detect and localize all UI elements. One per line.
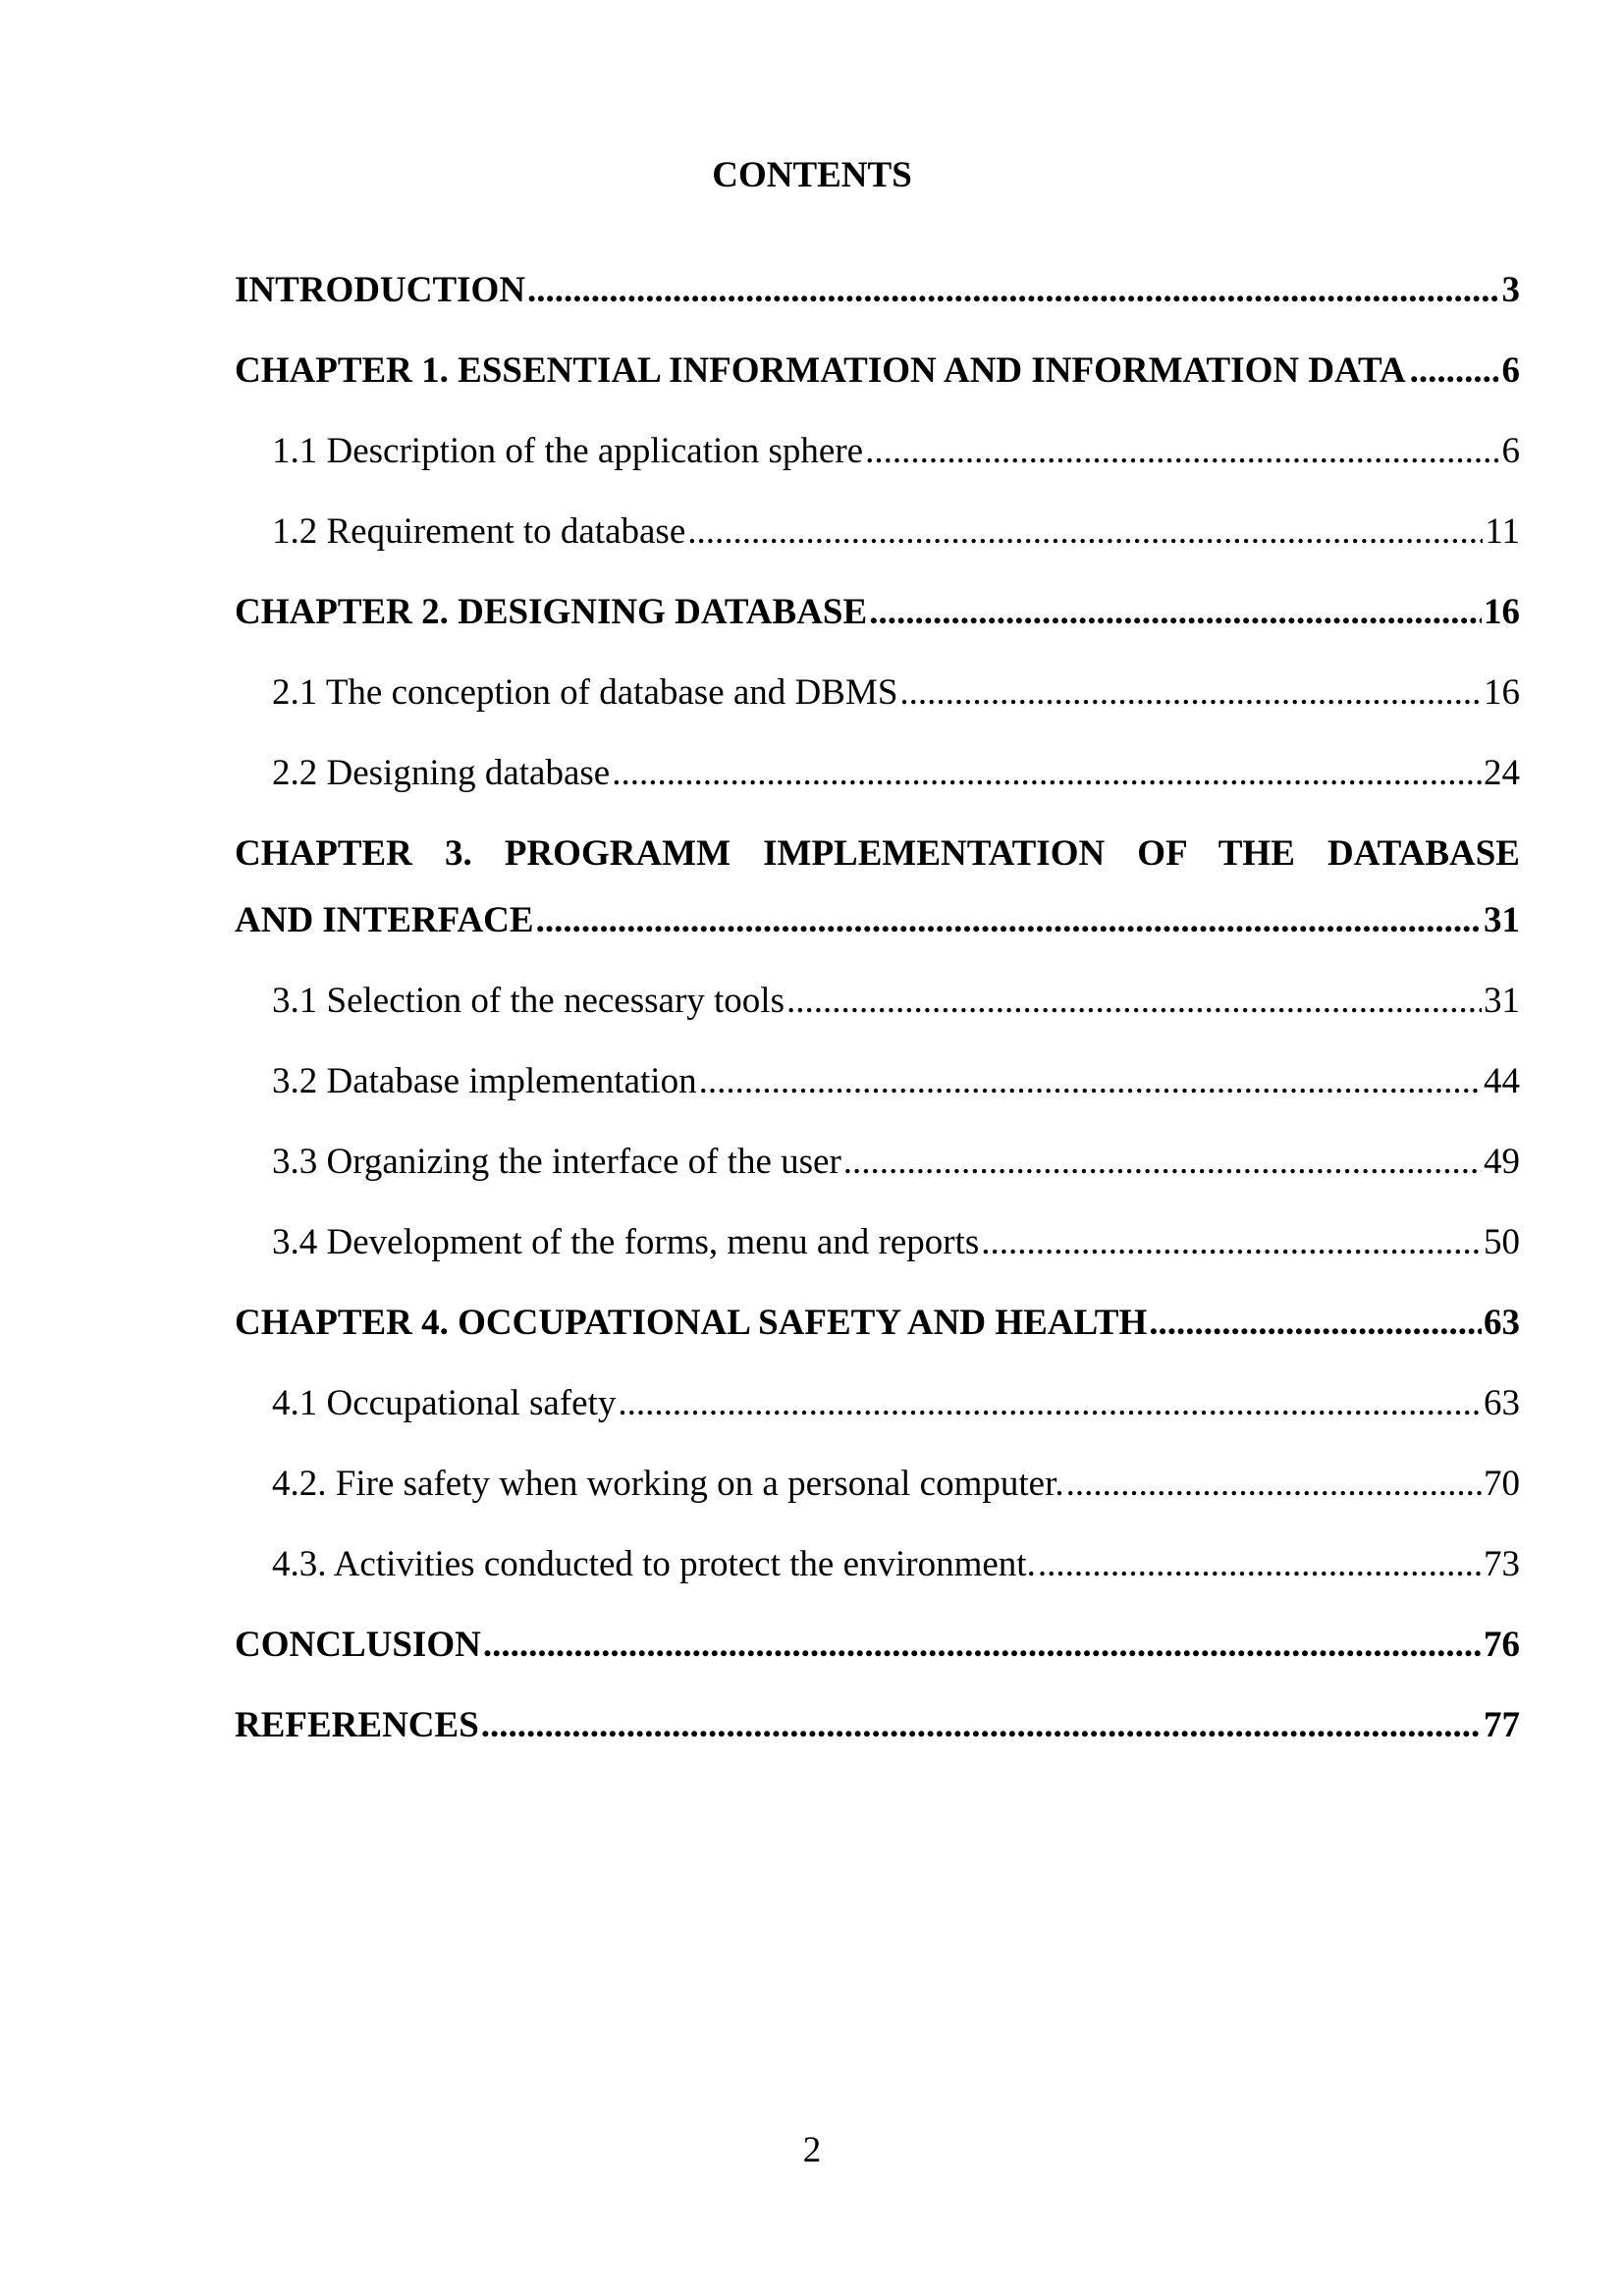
dot-leader xyxy=(1410,342,1498,400)
toc-entry-page: 63 xyxy=(1484,1383,1520,1423)
toc-entry-4-2[interactable] xyxy=(235,1455,1520,1535)
toc-entry-label-line-1: CHAPTER 3. PROGRAMM IMPLEMENTATION OF THE DATABASE xyxy=(235,833,1520,874)
toc-entry-3-4[interactable] xyxy=(235,1213,1520,1294)
toc-entry-page: 6 xyxy=(1501,350,1520,391)
toc-entry-label: CHAPTER 2. DESIGNING DATABASE xyxy=(235,592,868,632)
toc-entry-label: 2.2 Designing database xyxy=(272,753,611,793)
dot-leader xyxy=(618,1374,1482,1433)
toc-entry-label: 3.1 Selection of the necessary tools xyxy=(272,981,785,1021)
toc-entry-page: 24 xyxy=(1484,753,1520,793)
toc-entry-label: 3.3 Organizing the interface of the user xyxy=(272,1142,841,1182)
toc-entry-label: 3.2 Database implementation xyxy=(272,1061,697,1101)
toc-entry-page: 3 xyxy=(1501,270,1520,310)
page-title: CONTENTS xyxy=(712,155,912,195)
dot-leader xyxy=(1066,1455,1482,1514)
dot-leader xyxy=(1149,1294,1482,1353)
toc-entry-label: CHAPTER 4. OCCUPATIONAL SAFETY AND HEALTH xyxy=(235,1303,1148,1343)
toc-entry-label: REFERENCES xyxy=(235,1705,479,1745)
toc-entry-label: INTRODUCTION xyxy=(235,270,526,310)
dot-leader xyxy=(687,503,1483,561)
table-of-contents xyxy=(235,261,1520,1777)
toc-entry-4-1[interactable] xyxy=(235,1374,1520,1455)
toc-entry-page: 50 xyxy=(1484,1222,1520,1262)
dot-leader xyxy=(483,1616,1482,1675)
toc-entry-chapter-3[interactable] xyxy=(235,825,1520,972)
toc-entry-1-2[interactable] xyxy=(235,503,1520,583)
dot-leader xyxy=(612,744,1482,803)
toc-entry-3-1[interactable] xyxy=(235,972,1520,1052)
toc-entry-introduction[interactable] xyxy=(235,261,1520,342)
toc-entry-page: 73 xyxy=(1484,1544,1520,1584)
toc-entry-label: CHAPTER 1. ESSENTIAL INFORMATION AND INFORMATION DATA xyxy=(235,350,1406,391)
toc-entry-page: 31 xyxy=(1484,981,1520,1021)
toc-entry-references[interactable] xyxy=(235,1696,1520,1777)
toc-entry-page: 63 xyxy=(1484,1303,1520,1343)
dot-leader xyxy=(899,664,1482,722)
toc-entry-page: 77 xyxy=(1484,1705,1520,1745)
toc-entry-label: 4.1 Occupational safety xyxy=(272,1383,617,1423)
toc-entry-label: 3.4 Development of the forms, menu and reports xyxy=(272,1222,980,1262)
toc-entry-chapter-2[interactable] xyxy=(235,583,1520,664)
toc-entry-chapter-4[interactable] xyxy=(235,1294,1520,1374)
dot-leader xyxy=(843,1133,1482,1192)
dot-leader xyxy=(536,891,1482,950)
toc-entry-page: 6 xyxy=(1501,431,1520,471)
toc-entry-page: 76 xyxy=(1484,1625,1520,1665)
dot-leader xyxy=(527,261,1499,320)
toc-entry-label: 1.1 Description of the application sphere xyxy=(272,431,864,471)
toc-entry-2-2[interactable] xyxy=(235,744,1520,825)
toc-entry-page: 31 xyxy=(1484,900,1520,940)
toc-entry-1-1[interactable] xyxy=(235,422,1520,503)
toc-entry-page: 49 xyxy=(1484,1142,1520,1182)
toc-entry-label: 2.1 The conception of database and DBMS xyxy=(272,672,898,713)
toc-entry-page: 16 xyxy=(1484,672,1520,713)
dot-leader xyxy=(865,422,1499,481)
toc-entry-4-3[interactable] xyxy=(235,1535,1520,1616)
dot-leader xyxy=(786,972,1482,1031)
dot-leader xyxy=(981,1213,1482,1272)
dot-leader xyxy=(869,583,1482,642)
toc-entry-page: 11 xyxy=(1485,511,1520,552)
toc-entry-3-3[interactable] xyxy=(235,1133,1520,1213)
toc-entry-label: 1.2 Requirement to database xyxy=(272,511,686,552)
dot-leader xyxy=(699,1052,1482,1111)
toc-entry-page: 16 xyxy=(1484,592,1520,632)
toc-entry-3-2[interactable] xyxy=(235,1052,1520,1133)
toc-entry-label: CONCLUSION xyxy=(235,1625,481,1665)
page-number: 2 xyxy=(802,2130,822,2170)
toc-entry-label: 4.3. Activities conducted to protect the environment. xyxy=(272,1544,1036,1584)
toc-entry-2-1[interactable] xyxy=(235,664,1520,744)
toc-entry-label: 4.2. Fire safety when working on a personal computer. xyxy=(272,1464,1064,1504)
toc-entry-chapter-1[interactable] xyxy=(235,342,1520,422)
toc-entry-page: 70 xyxy=(1484,1464,1520,1504)
toc-entry-label-line-2: AND INTERFACE xyxy=(235,900,534,940)
toc-entry-conclusion[interactable] xyxy=(235,1616,1520,1696)
toc-entry-page: 44 xyxy=(1484,1061,1520,1101)
dot-leader xyxy=(481,1696,1482,1755)
dot-leader xyxy=(1038,1535,1482,1594)
